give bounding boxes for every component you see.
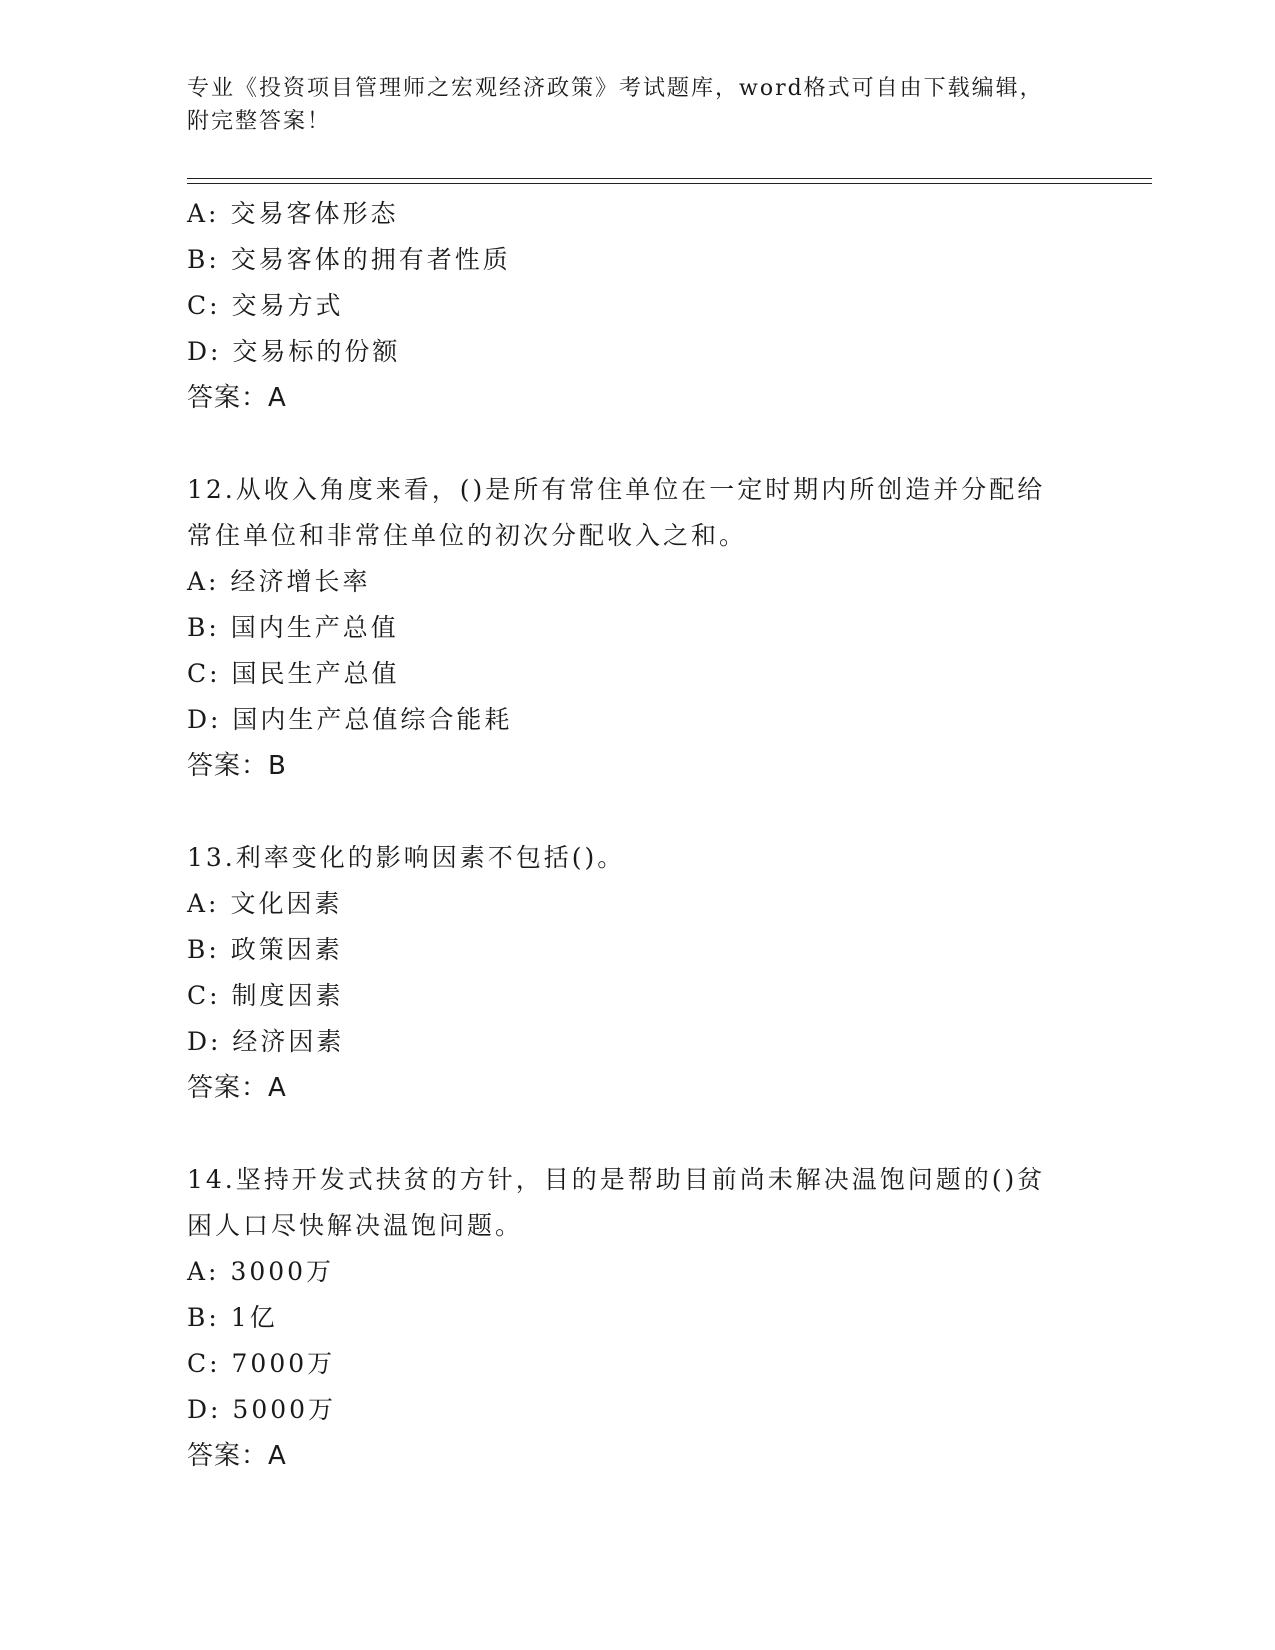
option-d: D: 交易标的份额 bbox=[187, 337, 401, 366]
answer-line: 答案：B bbox=[187, 751, 287, 781]
option-b: B: 交易客体的拥有者性质 bbox=[187, 245, 511, 274]
header-line-2: 附完整答案！ bbox=[187, 109, 332, 134]
question-block-14 bbox=[187, 1157, 1087, 1479]
option-a: A: 经济增长率 bbox=[187, 567, 371, 596]
option-a: A: 文化因素 bbox=[187, 889, 343, 918]
option-b: B: 1亿 bbox=[187, 1303, 278, 1332]
question-stem-line-1: 13.利率变化的影响因素不包括()。 bbox=[187, 843, 626, 872]
question-stem-line-2: 困人口尽快解决温饱问题。 bbox=[187, 1211, 524, 1240]
question-list bbox=[187, 191, 1087, 1479]
option-d: D: 国内生产总值综合能耗 bbox=[187, 705, 513, 734]
header-divider-bottom bbox=[187, 183, 1152, 184]
option-d: D: 5000万 bbox=[187, 1395, 337, 1424]
option-d: D: 经济因素 bbox=[187, 1027, 345, 1056]
question-block-11 bbox=[187, 191, 1087, 421]
option-c: C: 国民生产总值 bbox=[187, 659, 400, 688]
option-c: C: 交易方式 bbox=[187, 291, 344, 320]
option-b: B: 政策因素 bbox=[187, 935, 343, 964]
question-stem-line-1: 12.从收入角度来看，()是所有常住单位在一定时期内所创造并分配给 bbox=[187, 475, 1046, 504]
answer-line: 答案：A bbox=[187, 1073, 287, 1103]
answer-line: 答案：A bbox=[187, 1441, 287, 1471]
option-a: A: 交易客体形态 bbox=[187, 199, 399, 228]
question-block-12 bbox=[187, 467, 1087, 789]
header-line-1: 专业《投资项目管理师之宏观经济政策》考试题库，word格式可自由下载编辑， bbox=[187, 76, 1044, 101]
option-a: A: 3000万 bbox=[187, 1257, 335, 1286]
option-c: C: 制度因素 bbox=[187, 981, 344, 1010]
document-header bbox=[187, 72, 1067, 138]
answer-line: 答案：A bbox=[187, 383, 287, 413]
question-stem-line-1: 14.坚持开发式扶贫的方针，目的是帮助目前尚未解决温饱问题的()贫 bbox=[187, 1165, 1046, 1194]
header-divider-top bbox=[187, 178, 1152, 179]
question-block-13 bbox=[187, 835, 1087, 1111]
option-c: C: 7000万 bbox=[187, 1349, 336, 1378]
option-b: B: 国内生产总值 bbox=[187, 613, 399, 642]
question-stem-line-2: 常住单位和非常住单位的初次分配收入之和。 bbox=[187, 521, 748, 550]
